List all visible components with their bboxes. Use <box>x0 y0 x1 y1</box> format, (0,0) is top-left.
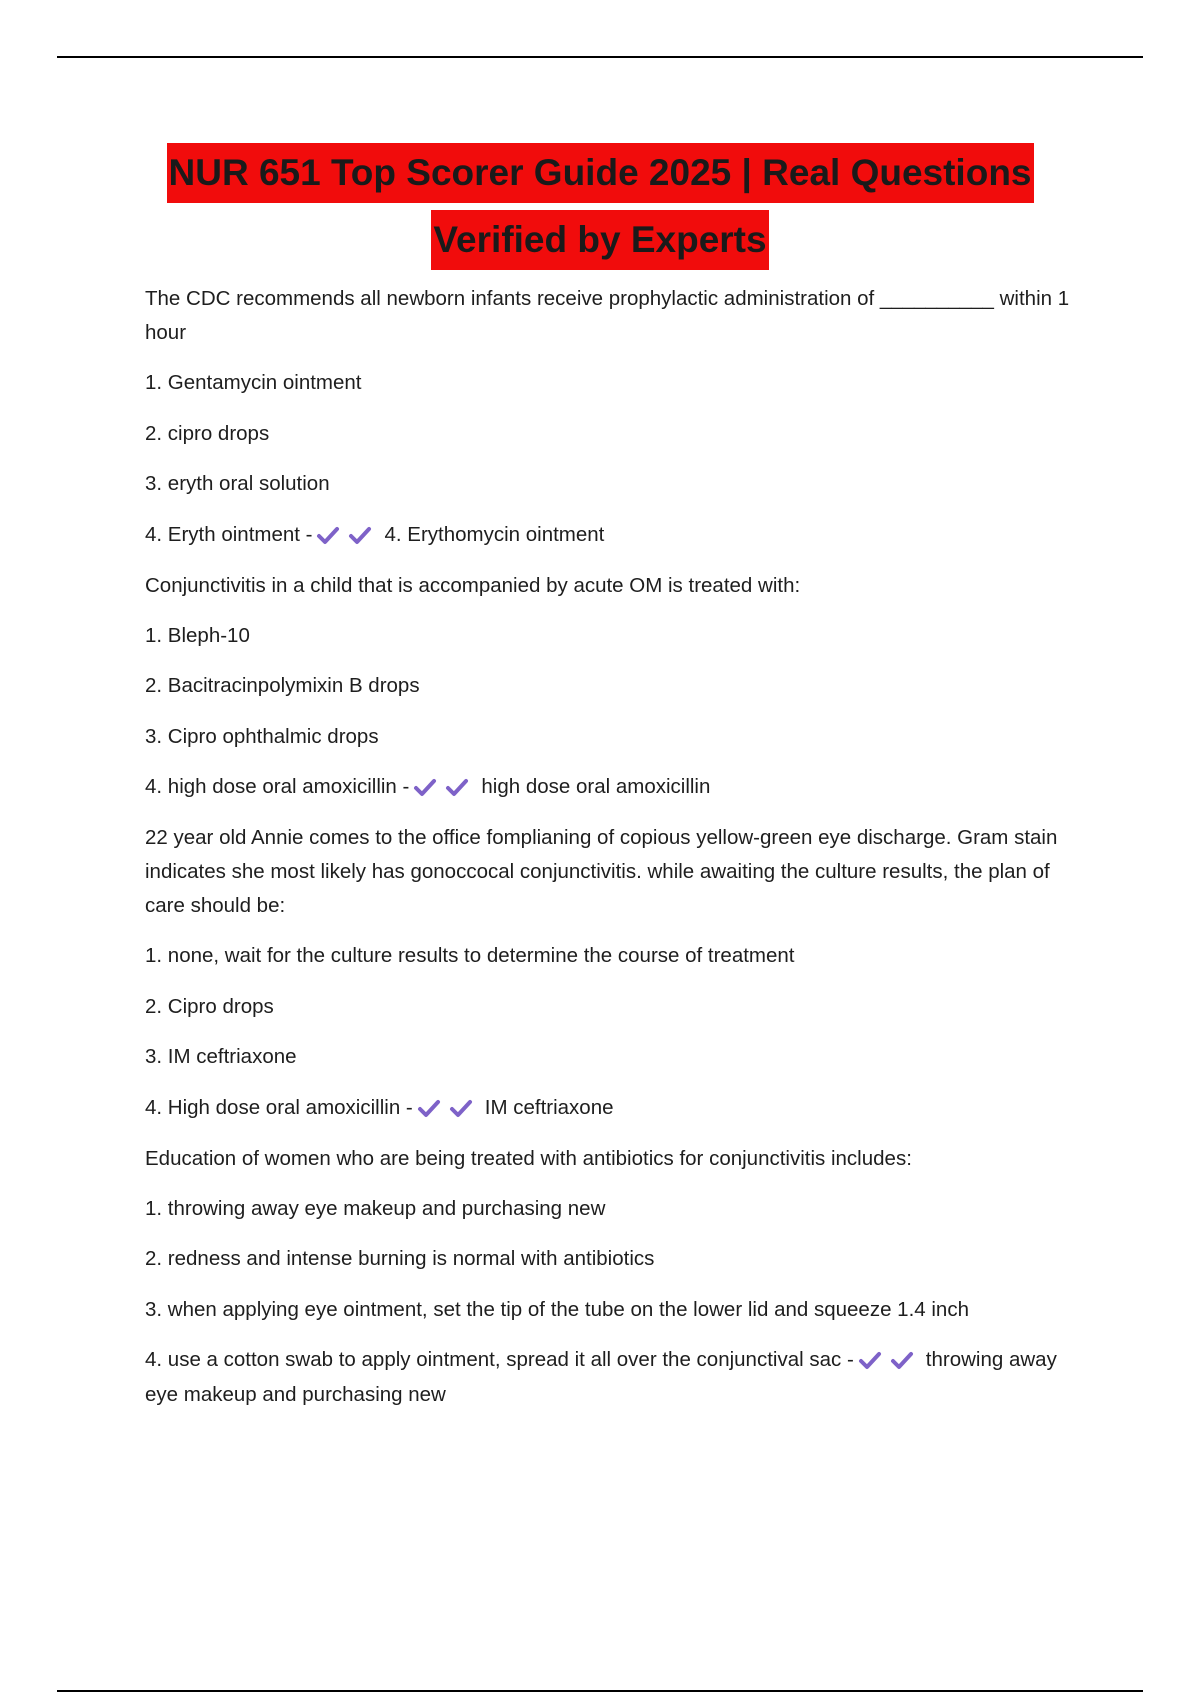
answer-option: 1. Bleph-10 <box>145 623 250 647</box>
checkmark-icon <box>348 526 374 546</box>
double-checkmark-icon <box>413 771 477 805</box>
answer-option: 2. Cipro drops <box>145 994 274 1018</box>
answer-option: 3. when applying eye ointment, set the tip of the tube on the lower lid and squeeze 1.4 inch <box>145 1297 969 1321</box>
bottom-rule <box>57 1690 1143 1692</box>
top-rule <box>57 56 1143 58</box>
question-stem: Education of women who are being treated with antibiotics for conjunctivitis includes: <box>145 1146 912 1170</box>
double-checkmark-icon <box>417 1091 481 1125</box>
correct-answer: throwing away eye makeup and purchasing new <box>145 1348 1057 1406</box>
checkmark-icon <box>449 1099 475 1119</box>
answer-option: 2. cipro drops <box>145 421 270 445</box>
question-list <box>145 282 1080 1428</box>
answer-option: 1. none, wait for the culture results to determine the course of treatment <box>145 944 795 968</box>
answer-option-text: 4. High dose oral amoxicillin - <box>145 1095 413 1119</box>
checkmark-icon <box>413 778 439 798</box>
answer-option: 2. redness and intense burning is normal with antibiotics <box>145 1247 655 1271</box>
answer-option-with-key <box>145 518 1080 553</box>
question-stem: The CDC recommends all newborn infants receive prophylactic administration of __________ within 1 hour <box>145 287 1070 344</box>
answer-option-text: 4. use a cotton swab to apply ointment, spread it all over the conjunctival sac - <box>145 1348 854 1372</box>
question-block <box>145 821 1080 1125</box>
answer-option: 3. IM ceftriaxone <box>145 1045 297 1069</box>
answer-option: 2. Bacitracinpolymixin B drops <box>145 674 420 698</box>
correct-answer: 4. Erythomycin ointment <box>384 522 605 546</box>
answer-option-with-key <box>145 1343 1080 1412</box>
document-title <box>100 142 1100 276</box>
checkmark-icon <box>445 778 471 798</box>
answer-option-text: 4. high dose oral amoxicillin - <box>145 775 410 799</box>
question-block <box>145 282 1080 552</box>
correct-answer: IM ceftriaxone <box>484 1095 614 1119</box>
double-checkmark-icon <box>858 1344 922 1378</box>
answer-option: 1. Gentamycin ointment <box>145 371 362 394</box>
answer-option: 3. eryth oral solution <box>145 472 330 495</box>
answer-option: 3. Cipro ophthalmic drops <box>145 724 379 748</box>
checkmark-icon <box>890 1351 916 1371</box>
question-block <box>145 1142 1080 1412</box>
answer-option-with-key <box>145 1091 1080 1126</box>
checkmark-icon <box>316 526 342 546</box>
checkmark-icon <box>858 1351 884 1371</box>
answer-option-with-key <box>145 770 1080 805</box>
double-checkmark-icon <box>316 518 380 552</box>
question-stem: Conjunctivitis in a child that is accompanied by acute OM is treated with: <box>145 573 801 597</box>
title-line-1: NUR 651 Top Scorer Guide 2025 | Real Questions <box>167 143 1034 203</box>
answer-option: 1. throwing away eye makeup and purchasing new <box>145 1196 606 1220</box>
checkmark-icon <box>417 1099 443 1119</box>
correct-answer: high dose oral amoxicillin <box>481 775 711 799</box>
answer-option-text: 4. Eryth ointment - <box>145 522 313 546</box>
question-block <box>145 569 1080 805</box>
question-stem: 22 year old Annie comes to the office fomplianing of copious yellow-green eye discharge. Gram stain indicates she most likely has gonoccocal conjunctivitis. while awaiting the culture results, the plan of care should be: <box>145 826 1058 918</box>
title-line-2: Verified by Experts <box>431 210 768 270</box>
